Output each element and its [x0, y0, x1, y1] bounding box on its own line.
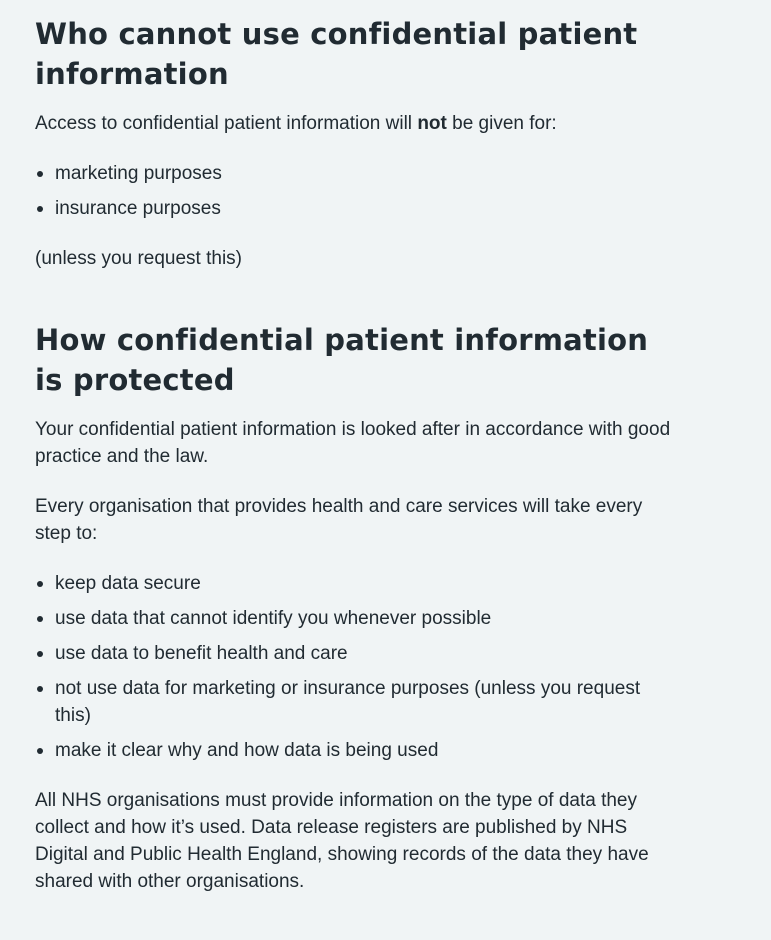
- list-item-text: marketing purposes: [55, 163, 222, 184]
- excluded-purposes-list: [35, 160, 675, 222]
- list-item: [35, 605, 675, 632]
- list-item: [35, 195, 675, 222]
- paragraph: Your confidential patient information is looked after in accordance with good practice and the law.: [35, 419, 671, 467]
- list-item-text: use data that cannot identify you whenever possible: [55, 608, 492, 629]
- list-item-text: insurance purposes: [55, 198, 221, 219]
- bullet-icon: [37, 686, 43, 692]
- list-item: [35, 160, 675, 187]
- bullet-icon: [37, 206, 43, 212]
- list-item: [35, 675, 675, 729]
- list-item: [35, 737, 675, 764]
- bullet-icon: [37, 171, 43, 177]
- intro-text-end: be given for:: [446, 113, 557, 134]
- intro-paragraph: [35, 110, 675, 137]
- section-who-cannot-use: [35, 14, 675, 272]
- paragraph: Every organisation that provides health and care services will take every step to:: [35, 496, 643, 544]
- list-item-text: not use data for marketing or insurance purposes (unless you request this): [55, 678, 641, 726]
- list-item: [35, 640, 675, 667]
- section-how-protected: [35, 320, 675, 895]
- bullet-icon: [37, 616, 43, 622]
- bullet-icon: [37, 581, 43, 587]
- paragraph: All NHS organisations must provide information on the type of data they collect and how it’s used. Data release registers are published by NHS Digital and Public Health England, showing records of the data they have shared with other organisations.: [35, 790, 649, 892]
- note-paragraph: (unless you request this): [35, 248, 242, 269]
- list-item-text: make it clear why and how data is being used: [55, 740, 439, 761]
- list-item: [35, 570, 675, 597]
- bullet-icon: [37, 748, 43, 754]
- intro-emphasis: not: [417, 113, 447, 134]
- section-heading: How confidential patient information is protected: [35, 323, 649, 397]
- list-item-text: use data to benefit health and care: [55, 643, 348, 664]
- bullet-icon: [37, 651, 43, 657]
- protection-steps-list: [35, 570, 675, 764]
- intro-text: Access to confidential patient information will: [35, 113, 418, 134]
- list-item-text: keep data secure: [55, 573, 201, 594]
- section-heading: Who cannot use confidential patient information: [35, 17, 638, 91]
